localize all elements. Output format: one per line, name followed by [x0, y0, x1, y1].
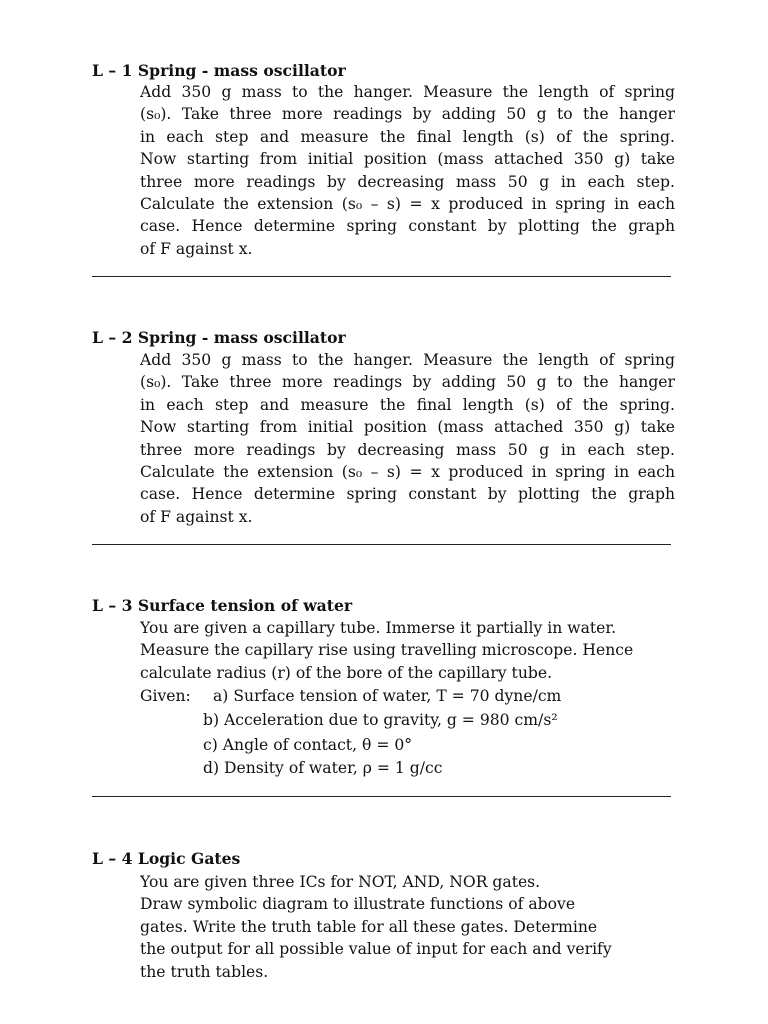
instruction-line: Now starting from initial position (mass attached 350 g) take	[140, 150, 675, 169]
instruction-line: Add 350 g mass to the hanger. Measure the length of spring	[140, 83, 675, 101]
instruction-line: You are given a capillary tube. Immerse it partially in water.	[140, 619, 617, 637]
experiment-title: L – 2 Spring - mass oscillator	[92, 328, 346, 347]
instruction-line: (s₀). Take three more readings by adding 50 g to the hanger	[140, 105, 675, 124]
experiment-instructions	[140, 871, 675, 983]
instruction-line: in each step and measure the final length (s) of the spring.	[140, 395, 675, 414]
instruction-line: of F against x.	[140, 507, 253, 526]
instruction-line: gates. Write the truth table for all these gates. Determine	[140, 917, 598, 936]
section-divider	[92, 544, 671, 545]
experiment-instructions	[140, 81, 675, 260]
experiment-instructions	[140, 349, 675, 528]
experiment-title: L – 4 Logic Gates	[92, 849, 241, 868]
instruction-line: three more readings by decreasing mass 50 g in each step.	[140, 440, 675, 459]
experiment-title: L – 1 Spring - mass oscillator	[92, 61, 346, 80]
instruction-line: calculate radius (r) of the bore of the capillary tube.	[140, 663, 553, 682]
given-item: b) Acceleration due to gravity, g = 980 cm/s²	[203, 711, 558, 729]
section-divider	[92, 276, 671, 277]
given-item: a) Surface tension of water, T = 70 dyne/cm	[213, 687, 562, 705]
instruction-line: Now starting from initial position (mass attached 350 g) take	[140, 418, 675, 437]
instruction-line: You are given three ICs for NOT, AND, NOR gates.	[140, 873, 541, 891]
experiment-instructions	[140, 617, 675, 684]
instruction-line: of F against x.	[140, 239, 253, 258]
instruction-line: Calculate the extension (s₀ – s) = x produced in spring in each	[140, 463, 675, 482]
instruction-line: case. Hence determine spring constant by plotting the graph	[140, 485, 675, 504]
instruction-line: the output for all possible value of input for each and verify	[140, 940, 612, 959]
instruction-line: Draw symbolic diagram to illustrate functions of above	[140, 895, 576, 914]
instruction-line: case. Hence determine spring constant by plotting the graph	[140, 217, 675, 236]
experiment-title: L – 3 Surface tension of water	[92, 596, 353, 615]
given-item: c) Angle of contact, θ = 0°	[203, 736, 413, 754]
section-divider	[92, 796, 671, 797]
instruction-line: the truth tables.	[140, 962, 269, 981]
instruction-line: Calculate the extension (s₀ – s) = x produced in spring in each	[140, 195, 675, 214]
instruction-line: (s₀). Take three more readings by adding 50 g to the hanger	[140, 373, 675, 392]
instruction-line: Add 350 g mass to the hanger. Measure the length of spring	[140, 351, 675, 369]
instruction-line: in each step and measure the final length (s) of the spring.	[140, 127, 675, 146]
given-item: d) Density of water, ρ = 1 g/cc	[203, 759, 443, 777]
given-label: Given:	[140, 687, 191, 705]
instruction-line: three more readings by decreasing mass 50 g in each step.	[140, 172, 675, 191]
instruction-line: Measure the capillary rise using travelling microscope. Hence	[140, 641, 634, 660]
